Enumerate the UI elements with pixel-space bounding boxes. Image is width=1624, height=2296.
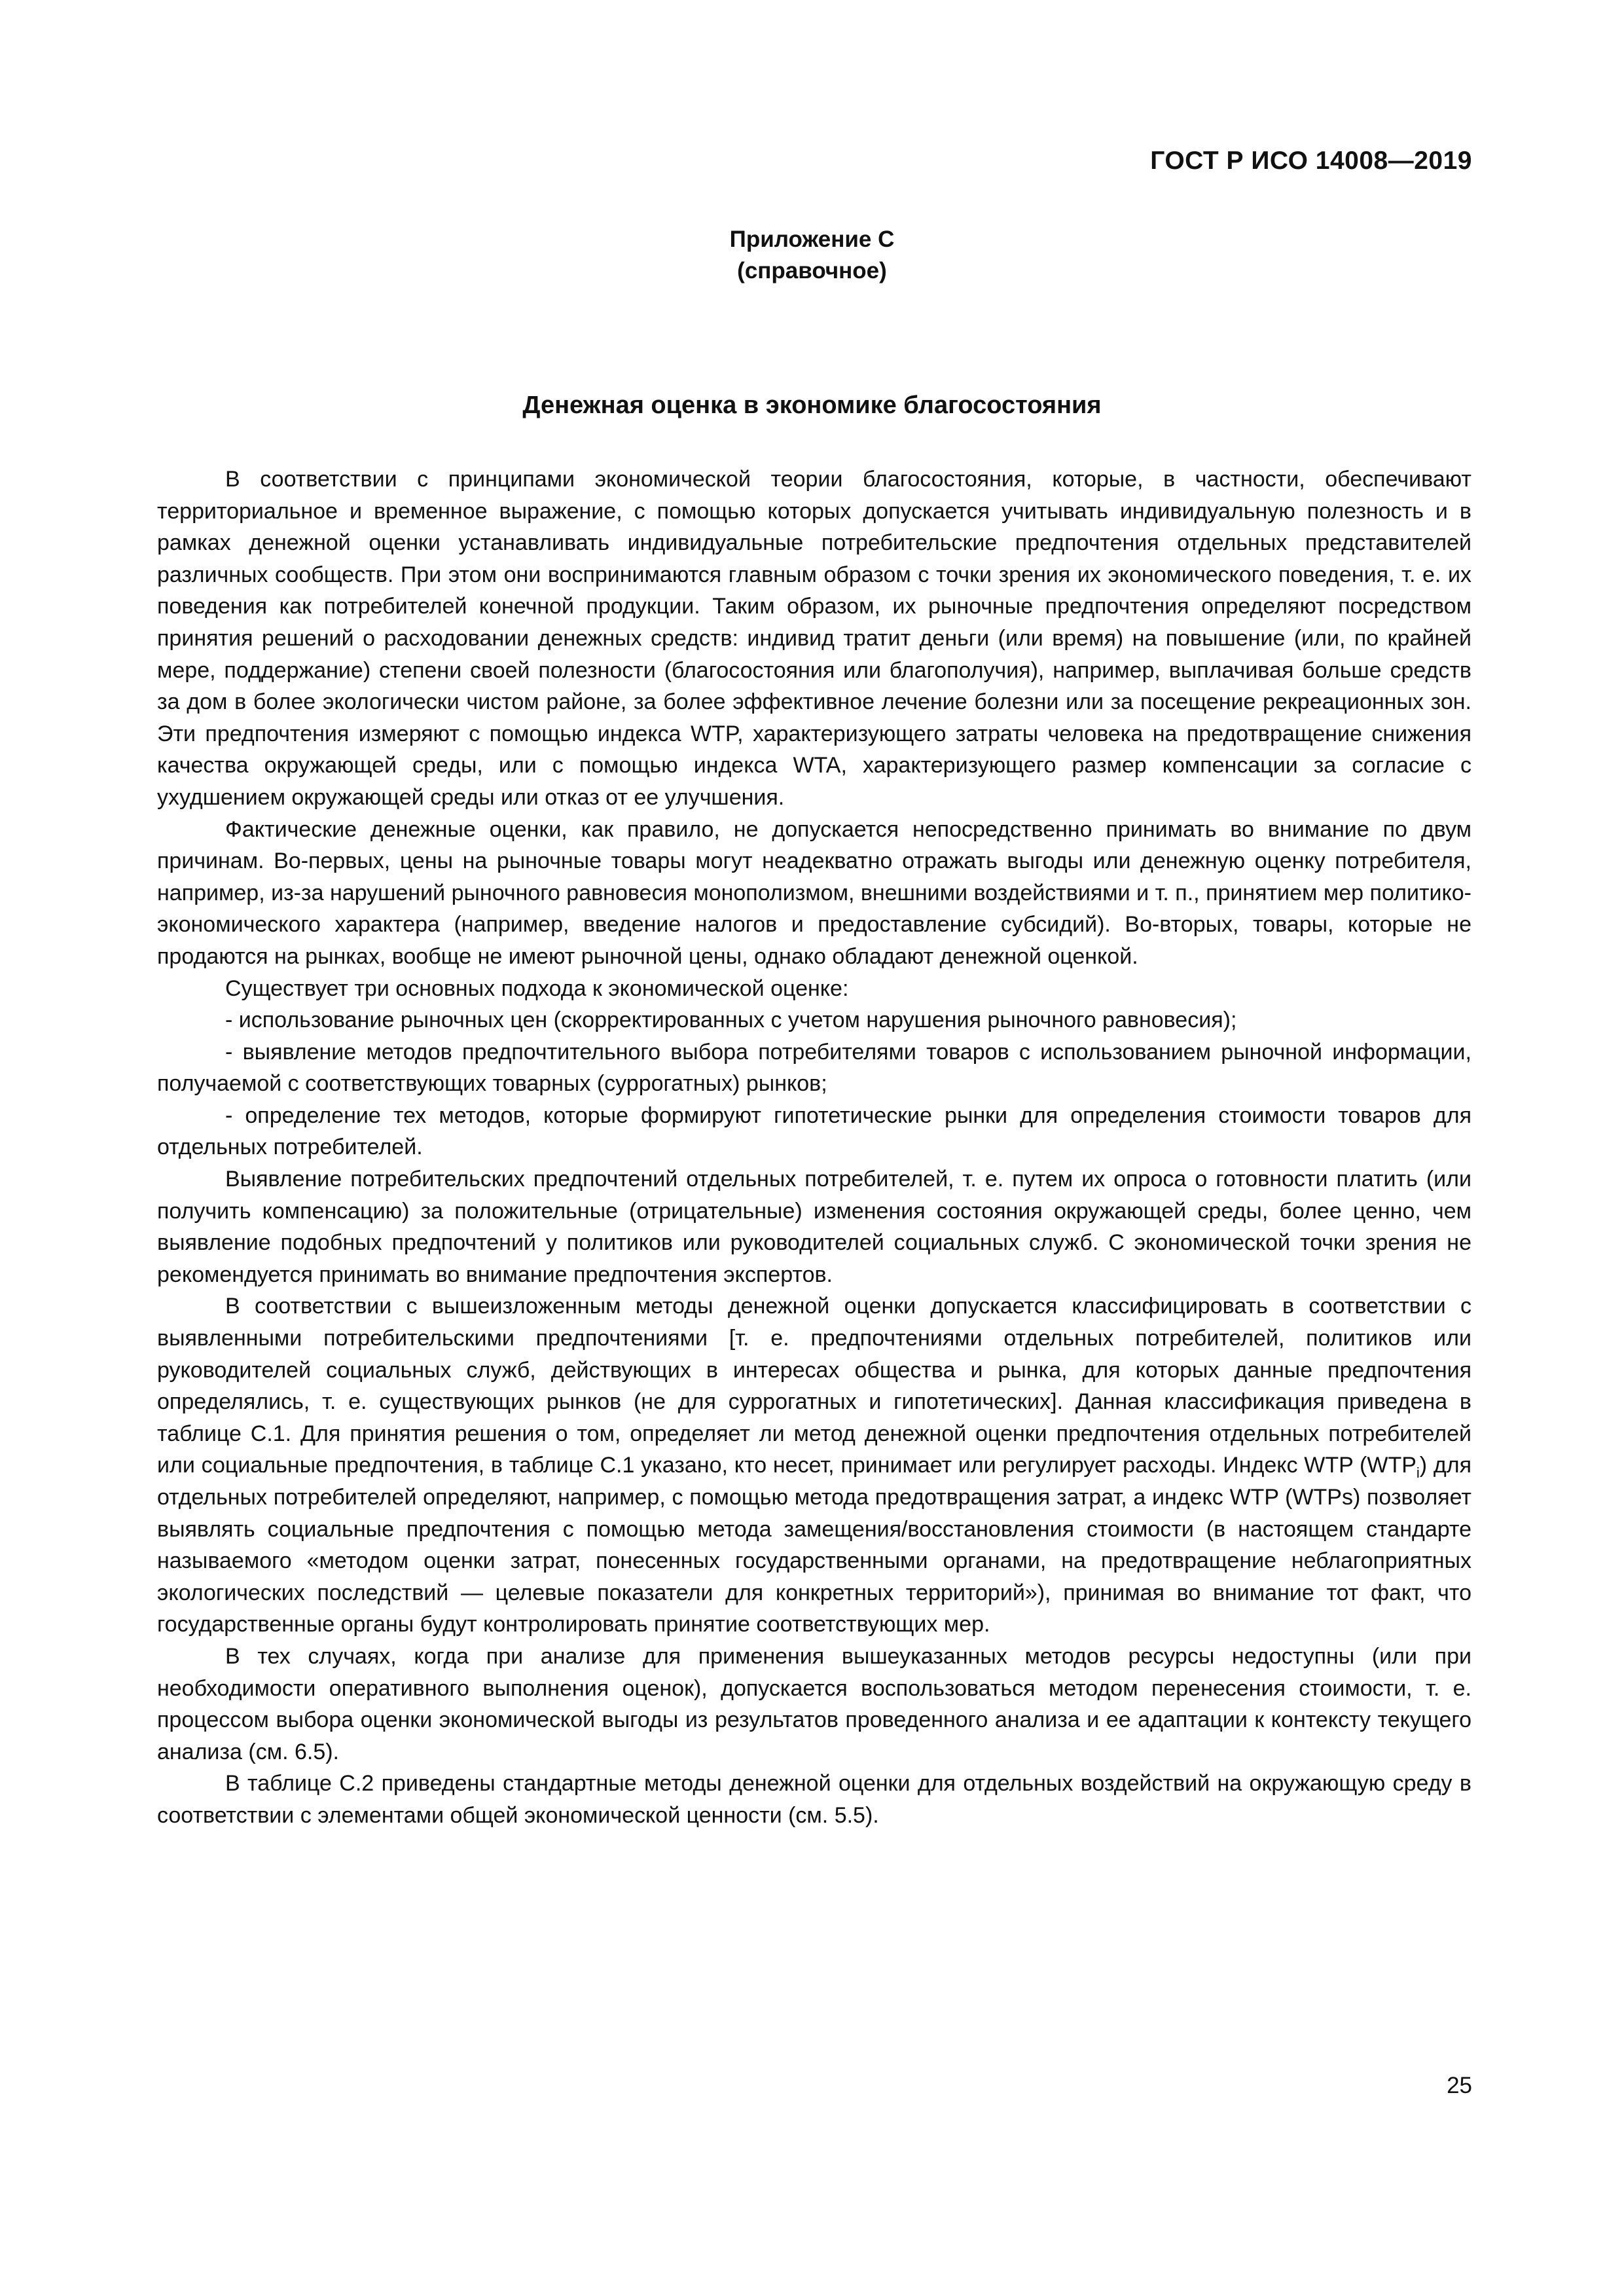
paragraph: В тех случаях, когда при анализе для применения вышеуказанных методов ресурсы недоступны (или при необходимости оперативного выполнения оценок), допускается воспользоваться методом перенесения стоимости, т. е. процессом выбора оценки экономической выгоды из результатов проведенного анализа и ее адаптации к контексту текущего анализа (см. 6.5).	[157, 1643, 1471, 1764]
body-text	[157, 464, 1471, 1832]
paragraph: Фактические денежные оценки, как правило, не допускается непосредственно принимать во внимание по двум причинам. Во-первых, цены на рыночные товары могут неадекватно отражать выгоды или денежную оценку потребителя, например, из-за нарушений рыночного равновесия монополизмом, внешними воздействиями и т. п., принятием мер политико-экономического характера (например, введение налогов и предоставление субсидий). Во-вторых, товары, которые не продаются на рынках, вообще не имеют рыночной цены, однако обладают денежной оценкой.	[157, 816, 1471, 969]
appendix-type: (справочное)	[737, 258, 887, 283]
paragraph: В таблице С.2 приведены стандартные методы денежной оценки для отдельных воздействий на окружающую среду в соответствии с элементами общей экономической ценности (см. 5.5).	[157, 1771, 1471, 1828]
section-title: Денежная оценка в экономике благосостояния	[522, 392, 1102, 419]
list-item: - использование рыночных цен (скорректированных с учетом нарушения рыночного равновесия);	[225, 1008, 1237, 1033]
paragraph: Существует три основных подхода к экономической оценке:	[225, 975, 849, 1001]
appendix-label: Приложение С	[729, 227, 895, 252]
paragraph-text: В соответствии с вышеизложенным методы денежной оценки допускается классифицировать в соответствии с выявленными потребительскими предпочтениями [т. е. предпочтениями отдельных потребителей, политиков или руководителей социальных служб, действующих в интересах общества и рынка, для которых данные предпочтения определялись, т. е. существующих рынков (не для суррогатных и гипотетических]. Данная классификация приведена в таблице С.1. Для принятия решения о том, определяет ли метод денежной оценки предпочтения отдельных потребителей или социальные предпочтения, в таблице С.1 указано, кто несет, принимает или регулирует расходы. Индекс WTP (WTP	[157, 1294, 1471, 1478]
page-number: 25	[1447, 2073, 1472, 2098]
paragraph-text: ) для отдельных потребителей определяют, например, с помощью метода предотвращения затрат, а индекс WTP (WTPs) позволяет выявлять социальные предпочтения с помощью метода замещения/восстановления стоимости (в настоящем стандарте называемого «методом оценки затрат, понесенных государственными органами, на предотвращение неблагоприятных экологических последствий — целевые показатели для конкретных территорий»), принимая во внимание тот факт, что государственные органы будут контролировать принятие соответствующих мер.	[157, 1453, 1472, 1637]
paragraph: В соответствии с принципами экономической теории благосостояния, которые, в частности, обеспечивают территориальное и временное выражение, с помощью которых допускается учитывать индивидуальную полезность и в рамках денежной оценки устанавливать индивидуальные потребительские предпочтения отдельных представителей различных сообществ. При этом они воспринимаются главным образом с точки зрения их экономического поведения, т. е. их поведения как потребителей конечной продукции. Таким образом, их рыночные предпочтения определяют посредством принятия решений о расходовании денежных средств: индивид тратит деньги (или время) на повышение (или, по крайней мере, поддержание) степени своей полезности (благосостояния или благополучия), например, выплачивая больше средств за дом в более экологически чистом районе, за более эффективное лечение болезни или за посещение рекреационных зон. Эти предпочтения измеряют с помощью индекса WTP, характеризующего затраты человека на предотвращение снижения качества окружающей среды, или с помощью индекса WTA, характеризующего размер компенсации за согласие с ухудшением окружающей среды или отказ от ее улучшения.	[157, 467, 1471, 810]
document-code: ГОСТ Р ИСО 14008—2019	[1150, 147, 1472, 175]
appendix-heading	[0, 224, 1624, 287]
list-item: - определение тех методов, которые формируют гипотетические рынки для определения стоимости товаров для отдельных потребителей.	[157, 1102, 1471, 1160]
subscript: i	[1416, 1465, 1420, 1482]
paragraph	[157, 1290, 1471, 1641]
list-item: - выявление методов предпочтительного выбора потребителями товаров с использованием рыночной информации, получаемой с соответствующих товарных (суррогатных) рынков;	[157, 1039, 1471, 1097]
paragraph: Выявление потребительских предпочтений отдельных потребителей, т. е. путем их опроса о готовности платить (или получить компенсацию) за положительные (отрицательные) изменения состояния окружающей среды, более ценно, чем выявление подобных предпочтений у политиков или руководителей социальных служб. С экономической точки зрения не рекомендуется принимать во внимание предпочтения экспертов.	[157, 1167, 1471, 1287]
